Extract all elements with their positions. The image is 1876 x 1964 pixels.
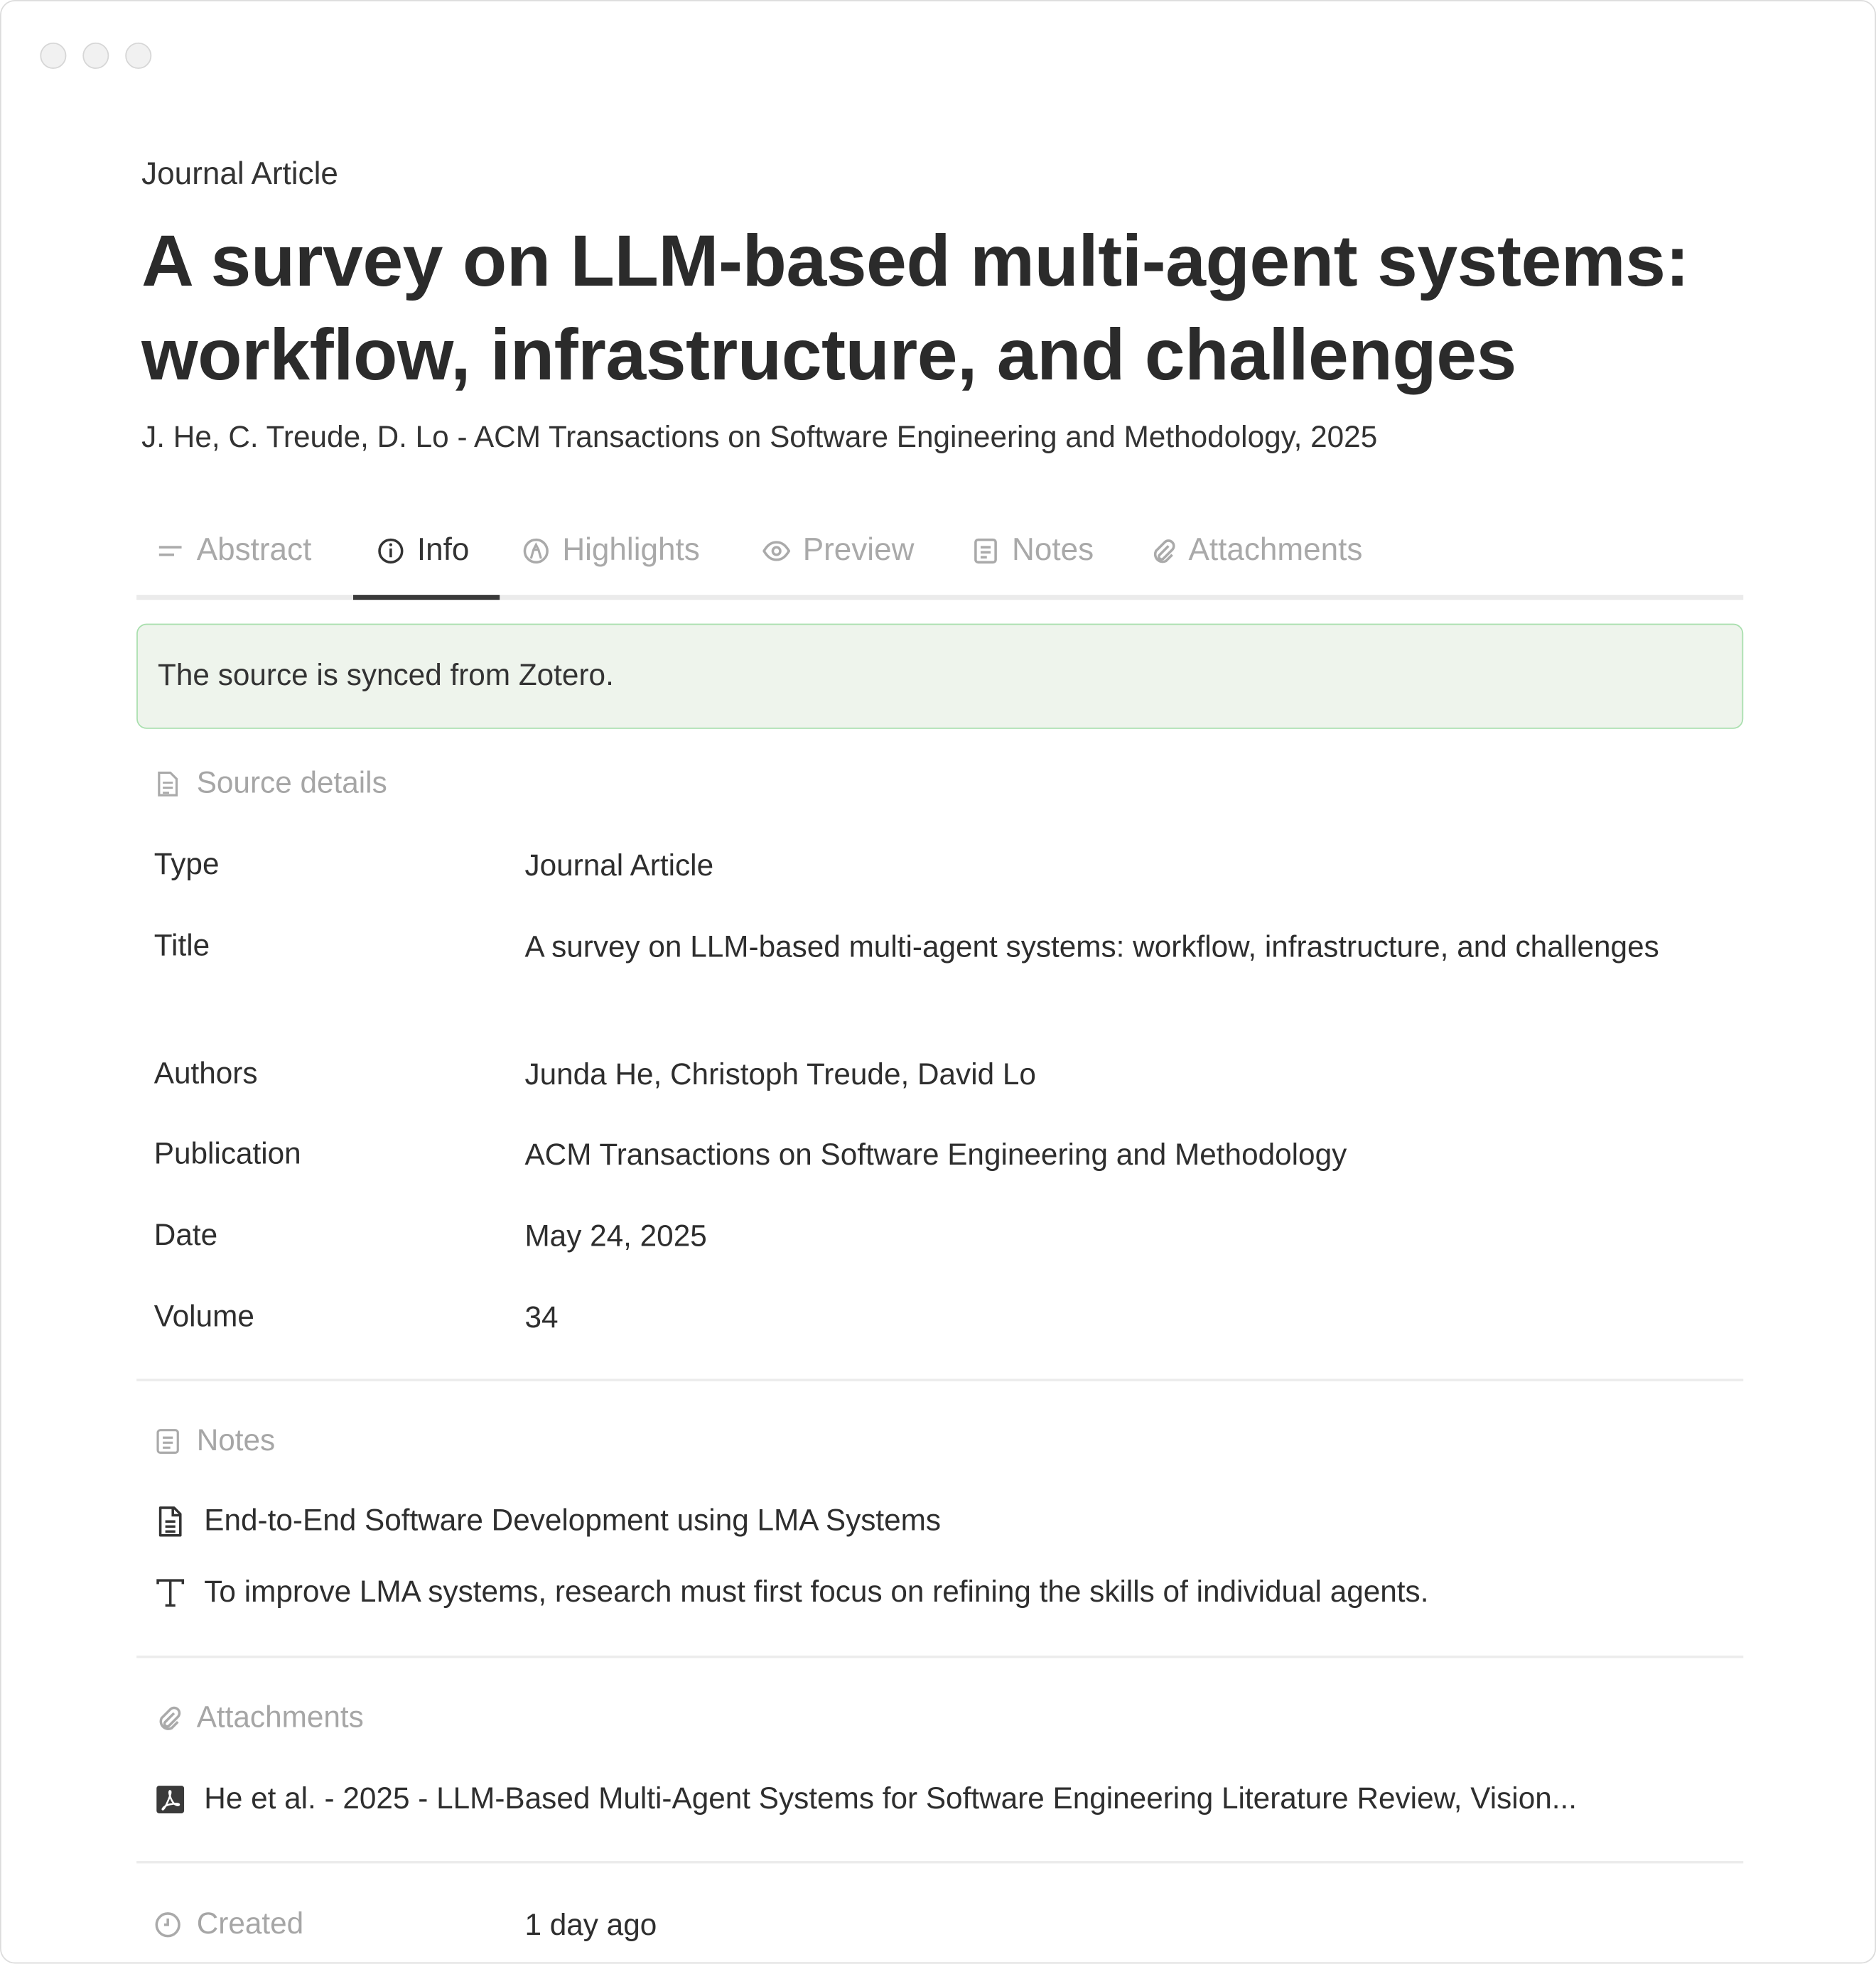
heading-text: Attachments — [196, 1700, 364, 1734]
tab-label: Attachments — [1188, 532, 1363, 568]
field-label-title: Title — [153, 929, 210, 964]
byline: J. He, C. Treude, D. Lo - ACM Transactions on Software Engineering and Methodology, 2025 — [141, 421, 1378, 455]
field-value-authors: Junda He, Christoph Treude, David Lo — [524, 1058, 1036, 1092]
heading-text: Source details — [196, 766, 387, 801]
divider — [136, 1656, 1743, 1658]
active-tab-indicator — [353, 595, 500, 600]
text-icon — [154, 1577, 187, 1609]
field-label-volume: Volume — [153, 1300, 254, 1334]
divider — [136, 1861, 1743, 1864]
tab-label: Notes — [1012, 532, 1094, 568]
created-label-text: Created — [196, 1907, 304, 1941]
window-maximize-button[interactable] — [125, 43, 151, 69]
field-label-date: Date — [153, 1218, 218, 1253]
field-value-volume: 34 — [524, 1301, 559, 1335]
tab-bar — [1, 514, 1876, 600]
note-title: End-to-End Software Development using LMA Systems — [204, 1504, 942, 1538]
created-value: 1 day ago — [524, 1908, 657, 1943]
paperclip-icon — [154, 1705, 182, 1732]
window-close-button[interactable] — [40, 43, 66, 69]
field-value-title: A survey on LLM-based multi-agent systems: workflow, infrastructure, and challenges — [524, 930, 1659, 965]
tab-info[interactable] — [377, 532, 469, 568]
tab-notes[interactable] — [972, 532, 1094, 568]
attachment-item[interactable] — [154, 1782, 1577, 1817]
heading-text: Notes — [196, 1423, 276, 1458]
lines-icon — [156, 536, 184, 564]
tab-preview[interactable] — [762, 532, 914, 568]
tab-attachments[interactable] — [1148, 532, 1362, 568]
field-value-publication: ACM Transactions on Software Engineering and Methodology — [524, 1138, 1347, 1172]
note-item[interactable] — [154, 1504, 941, 1539]
field-value-type: Journal Article — [524, 848, 714, 883]
note-icon — [972, 536, 1000, 564]
window-minimize-button[interactable] — [82, 43, 109, 69]
created-label — [154, 1907, 303, 1942]
note-title: To improve LMA systems, research must first focus on refining the skills of individual agents. — [204, 1575, 1429, 1609]
tab-label: Abstract — [196, 532, 312, 568]
document-icon — [154, 770, 182, 798]
tab-abstract[interactable] — [156, 532, 311, 568]
field-label-authors: Authors — [153, 1057, 258, 1091]
notes-heading — [154, 1424, 275, 1459]
sync-banner — [136, 624, 1743, 729]
field-label-publication: Publication — [153, 1137, 301, 1171]
tab-label: Info — [416, 532, 470, 568]
banner-text: The source is synced from Zotero. — [158, 659, 614, 693]
eye-icon — [762, 536, 790, 564]
field-label-type: Type — [153, 848, 220, 882]
pdf-icon — [154, 1784, 187, 1816]
item-type: Journal Article — [141, 156, 338, 192]
source-details-heading — [154, 767, 387, 802]
note-item[interactable] — [154, 1575, 1429, 1610]
paperclip-icon — [1148, 536, 1176, 564]
attachment-name: He et al. - 2025 - LLM-Based Multi-Agent Systems for Software Engineering Literature Review, Vision... — [204, 1781, 1577, 1816]
clock-icon — [154, 1911, 182, 1938]
page-title: A survey on LLM-based multi-agent systems: workflow, infrastructure, and challenges — [141, 220, 1690, 396]
tab-label: Highlights — [562, 532, 700, 568]
highlighter-icon — [522, 536, 550, 564]
field-value-date: May 24, 2025 — [524, 1219, 707, 1254]
tab-label: Preview — [802, 532, 915, 568]
attachments-heading — [154, 1700, 364, 1735]
info-icon — [377, 536, 404, 564]
divider — [136, 1378, 1743, 1381]
tab-highlights[interactable] — [522, 532, 700, 568]
document-icon — [154, 1505, 187, 1538]
note-icon — [154, 1428, 182, 1455]
